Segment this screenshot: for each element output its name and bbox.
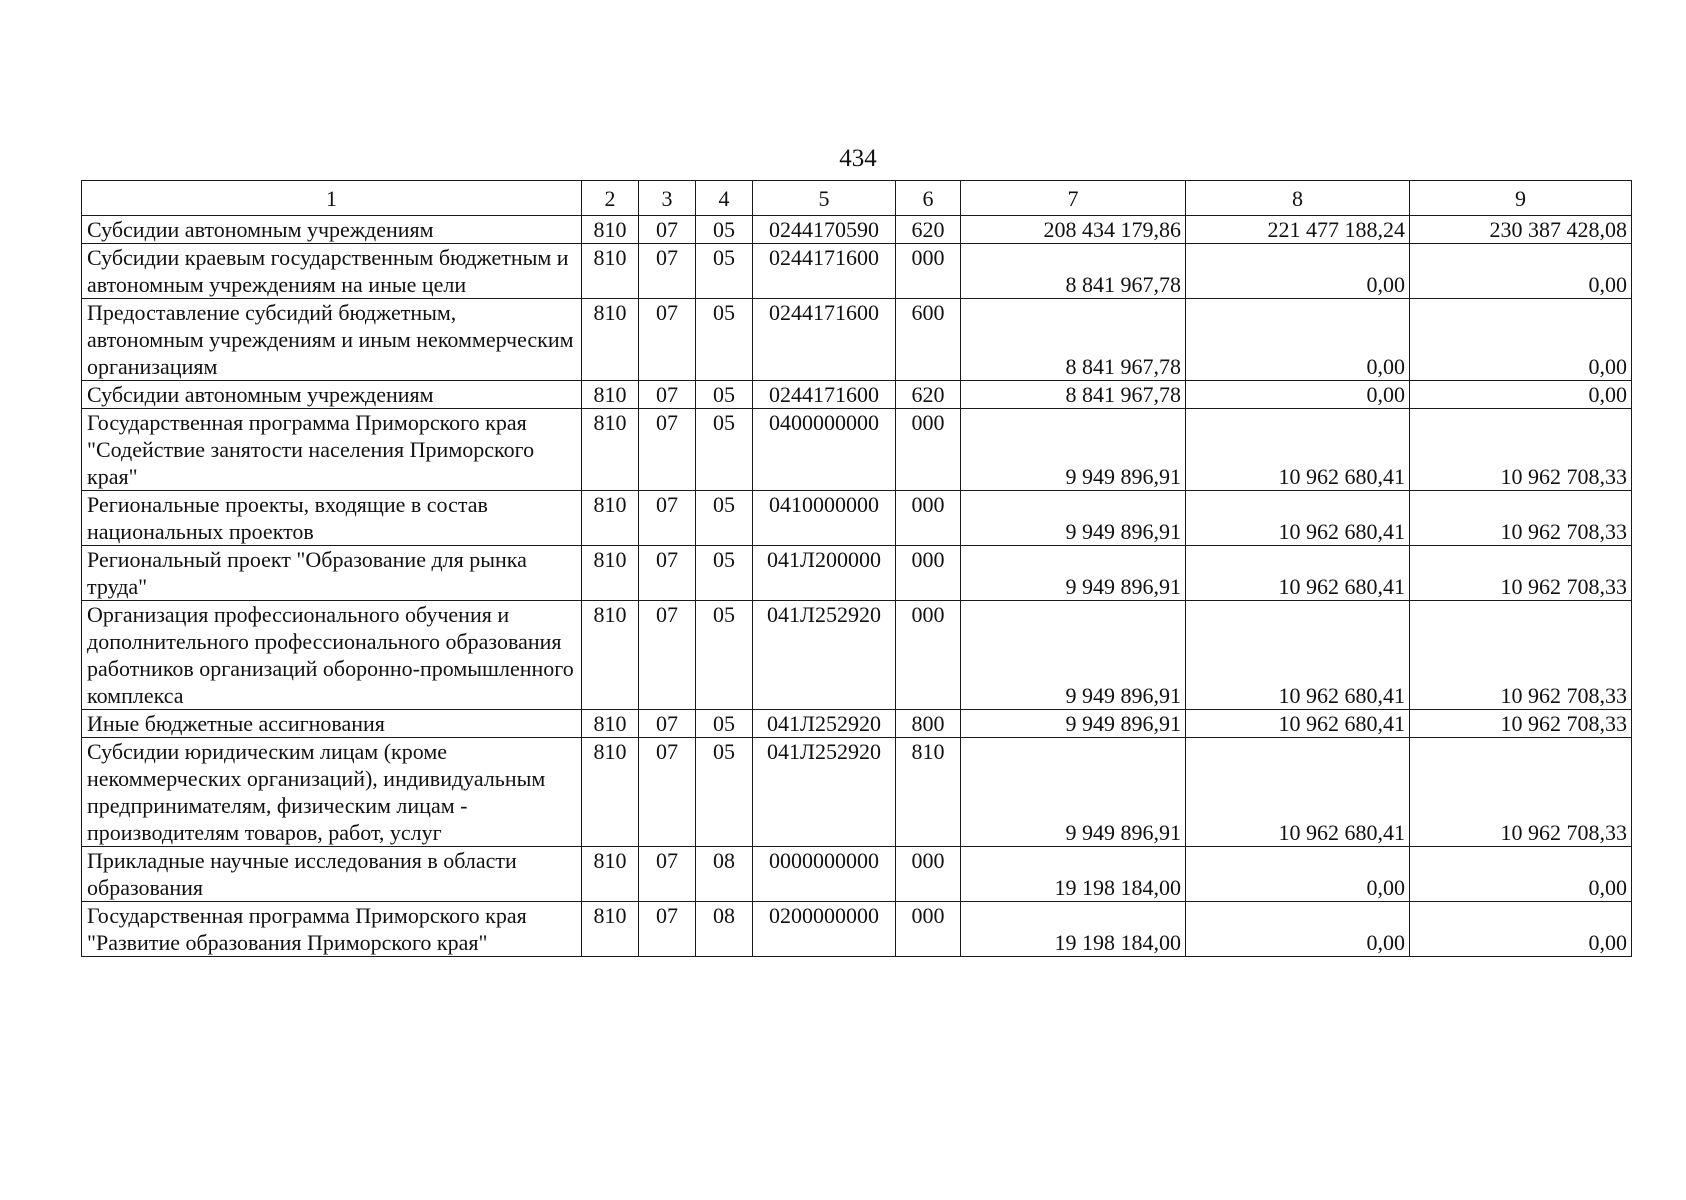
row-code-4: 05: [696, 299, 753, 381]
row-amount-8: 10 962 680,41: [1186, 710, 1410, 738]
row-code-6: 000: [896, 491, 961, 546]
row-code-5: 041Л252920: [753, 710, 896, 738]
row-amount-7: 19 198 184,00: [961, 847, 1186, 902]
row-code-6: 620: [896, 381, 961, 409]
header-cell-7: 7: [961, 181, 1186, 216]
row-code-4: 05: [696, 244, 753, 299]
row-amount-9: 230 387 428,08: [1410, 216, 1632, 244]
table-row: [82, 244, 1632, 299]
row-code-2: 810: [582, 244, 639, 299]
budget-table: [81, 180, 1632, 957]
row-code-4: 08: [696, 847, 753, 902]
row-code-6: 000: [896, 409, 961, 491]
row-amount-9: 10 962 708,33: [1410, 409, 1632, 491]
table-row: [82, 491, 1632, 546]
row-name: Субсидии автономным учреждениям: [82, 216, 582, 244]
row-amount-8: 10 962 680,41: [1186, 601, 1410, 710]
row-code-6: 000: [896, 601, 961, 710]
row-code-2: 810: [582, 216, 639, 244]
header-cell-9: 9: [1410, 181, 1632, 216]
row-code-2: 810: [582, 409, 639, 491]
row-code-6: 000: [896, 847, 961, 902]
row-code-3: 07: [639, 847, 696, 902]
header-cell-2: 2: [582, 181, 639, 216]
row-amount-7: 9 949 896,91: [961, 409, 1186, 491]
row-code-4: 05: [696, 491, 753, 546]
row-amount-8: 0,00: [1186, 244, 1410, 299]
table-row: [82, 381, 1632, 409]
row-amount-8: 10 962 680,41: [1186, 546, 1410, 601]
row-code-2: 810: [582, 299, 639, 381]
row-amount-9: 0,00: [1410, 299, 1632, 381]
row-code-5: 0400000000: [753, 409, 896, 491]
row-code-3: 07: [639, 216, 696, 244]
row-code-2: 810: [582, 491, 639, 546]
row-name: Организация профессионального обучения и дополнительного профессионального образования работников организаций оборонно-промышленного комплекса: [82, 601, 582, 710]
row-name: Государственная программа Приморского края "Содействие занятости населения Приморского края": [82, 409, 582, 491]
row-amount-9: 10 962 708,33: [1410, 710, 1632, 738]
header-cell-8: 8: [1186, 181, 1410, 216]
row-code-3: 07: [639, 546, 696, 601]
row-code-2: 810: [582, 738, 639, 847]
row-amount-8: 221 477 188,24: [1186, 216, 1410, 244]
header-cell-1: 1: [82, 181, 582, 216]
row-amount-9: 0,00: [1410, 902, 1632, 957]
row-amount-9: 10 962 708,33: [1410, 738, 1632, 847]
row-code-5: 0244171600: [753, 244, 896, 299]
row-code-3: 07: [639, 601, 696, 710]
header-cell-6: 6: [896, 181, 961, 216]
row-amount-7: 19 198 184,00: [961, 902, 1186, 957]
row-amount-9: 10 962 708,33: [1410, 491, 1632, 546]
row-amount-8: 0,00: [1186, 381, 1410, 409]
header-cell-3: 3: [639, 181, 696, 216]
row-code-4: 05: [696, 710, 753, 738]
row-amount-8: 10 962 680,41: [1186, 409, 1410, 491]
row-name: Прикладные научные исследования в области образования: [82, 847, 582, 902]
header-cell-5: 5: [753, 181, 896, 216]
header-cell-4: 4: [696, 181, 753, 216]
row-name: Региональный проект "Образование для рынка труда": [82, 546, 582, 601]
row-code-5: 041Л200000: [753, 546, 896, 601]
row-amount-9: 0,00: [1410, 244, 1632, 299]
row-amount-9: 0,00: [1410, 381, 1632, 409]
table-row: [82, 847, 1632, 902]
row-amount-7: 9 949 896,91: [961, 491, 1186, 546]
row-code-5: 0244171600: [753, 299, 896, 381]
row-amount-7: 8 841 967,78: [961, 381, 1186, 409]
row-name: Государственная программа Приморского края "Развитие образования Приморского края": [82, 902, 582, 957]
row-code-6: 000: [896, 902, 961, 957]
table-row: [82, 902, 1632, 957]
row-name: Предоставление субсидий бюджетным, автономным учреждениям и иным некоммерческим организациям: [82, 299, 582, 381]
header-row: [82, 181, 1632, 216]
row-code-4: 08: [696, 902, 753, 957]
row-name: Субсидии юридическим лицам (кроме некоммерческих организаций), индивидуальным предпринимателям, физическим лицам - производителям товаров, работ, услуг: [82, 738, 582, 847]
row-code-6: 000: [896, 244, 961, 299]
row-amount-7: 9 949 896,91: [961, 710, 1186, 738]
row-code-5: 0200000000: [753, 902, 896, 957]
row-amount-9: 10 962 708,33: [1410, 601, 1632, 710]
table-row: [82, 601, 1632, 710]
row-code-4: 05: [696, 601, 753, 710]
row-code-6: 620: [896, 216, 961, 244]
row-amount-7: 208 434 179,86: [961, 216, 1186, 244]
row-code-3: 07: [639, 299, 696, 381]
table-row: [82, 216, 1632, 244]
row-amount-8: 10 962 680,41: [1186, 491, 1410, 546]
page-number: 434: [839, 145, 877, 172]
row-code-5: 0000000000: [753, 847, 896, 902]
row-amount-8: 0,00: [1186, 847, 1410, 902]
row-amount-9: 10 962 708,33: [1410, 546, 1632, 601]
table-row: [82, 299, 1632, 381]
row-code-6: 800: [896, 710, 961, 738]
row-code-3: 07: [639, 710, 696, 738]
row-code-3: 07: [639, 738, 696, 847]
row-amount-8: 0,00: [1186, 299, 1410, 381]
row-code-2: 810: [582, 902, 639, 957]
row-code-3: 07: [639, 409, 696, 491]
row-code-3: 07: [639, 902, 696, 957]
row-code-3: 07: [639, 381, 696, 409]
row-amount-8: 10 962 680,41: [1186, 738, 1410, 847]
row-amount-7: 8 841 967,78: [961, 244, 1186, 299]
row-code-4: 05: [696, 216, 753, 244]
row-code-4: 05: [696, 738, 753, 847]
row-name: Иные бюджетные ассигнования: [82, 710, 582, 738]
table-row: [82, 546, 1632, 601]
row-amount-8: 0,00: [1186, 902, 1410, 957]
row-code-2: 810: [582, 601, 639, 710]
row-code-6: 600: [896, 299, 961, 381]
row-code-5: 041Л252920: [753, 738, 896, 847]
row-code-2: 810: [582, 847, 639, 902]
row-name: Субсидии автономным учреждениям: [82, 381, 582, 409]
row-amount-7: 8 841 967,78: [961, 299, 1186, 381]
row-code-2: 810: [582, 381, 639, 409]
table-row: [82, 710, 1632, 738]
row-code-6: 810: [896, 738, 961, 847]
row-code-3: 07: [639, 491, 696, 546]
row-code-5: 0410000000: [753, 491, 896, 546]
table-row: [82, 738, 1632, 847]
row-amount-7: 9 949 896,91: [961, 546, 1186, 601]
row-amount-7: 9 949 896,91: [961, 601, 1186, 710]
row-code-5: 0244171600: [753, 381, 896, 409]
row-name: Субсидии краевым государственным бюджетным и автономным учреждениям на иные цели: [82, 244, 582, 299]
row-amount-7: 9 949 896,91: [961, 738, 1186, 847]
table-row: [82, 409, 1632, 491]
row-code-2: 810: [582, 710, 639, 738]
row-code-4: 05: [696, 409, 753, 491]
row-amount-9: 0,00: [1410, 847, 1632, 902]
row-code-4: 05: [696, 546, 753, 601]
row-code-5: 0244170590: [753, 216, 896, 244]
row-code-6: 000: [896, 546, 961, 601]
row-code-3: 07: [639, 244, 696, 299]
row-code-4: 05: [696, 381, 753, 409]
row-name: Региональные проекты, входящие в состав национальных проектов: [82, 491, 582, 546]
row-code-2: 810: [582, 546, 639, 601]
row-code-5: 041Л252920: [753, 601, 896, 710]
